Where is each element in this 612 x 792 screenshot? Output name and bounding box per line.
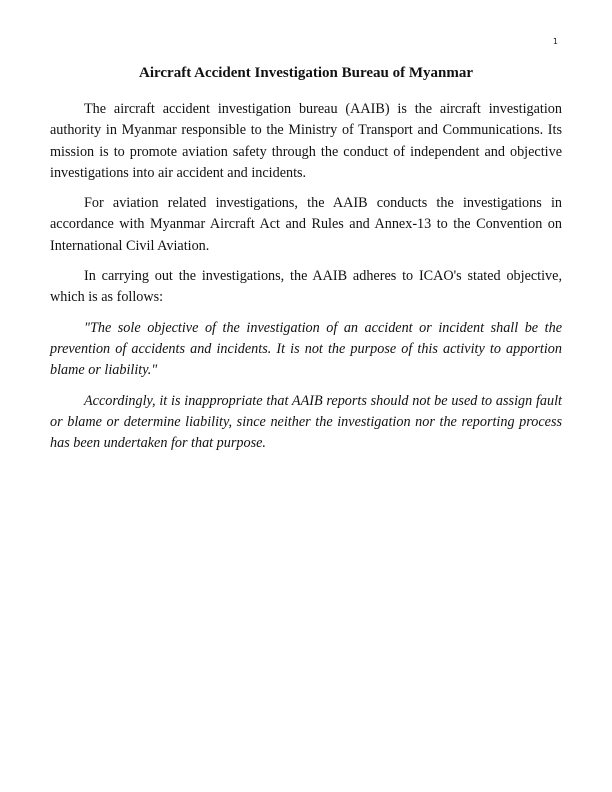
document-title: Aircraft Accident Investigation Bureau of Myanmar: [139, 65, 473, 81]
paragraph-liability-disclaimer: Accordingly, it is inappropriate that AAIB reports should not be used to assign fault or blame or determine liability, since neither the investigation nor the reporting process has been undertaken for that purpose.: [50, 392, 562, 452]
paragraph-icao-objective-intro: In carrying out the investigations, the AAIB adheres to ICAO's stated objective, which is as follows:: [50, 268, 562, 306]
page-number: 1: [552, 37, 558, 46]
paragraph-aaib-intro: The aircraft accident investigation bureau (AAIB) is the aircraft investigation authority in Myanmar responsible to the Ministry of Transport and Communications. Its mission is to promote aviation safety through the conduct of independent and objective investigations into air accident and incidents.: [50, 101, 562, 181]
document-body: [50, 99, 562, 463]
paragraph-aviation-investigations: For aviation related investigations, the AAIB conducts the investigations in accordance with Myanmar Aircraft Act and Rules and Annex-13 to the Convention on International Civil Aviation.: [50, 195, 562, 254]
paragraph-icao-quote: "The sole objective of the investigation of an accident or incident shall be the prevention of accidents and incidents. It is not the purpose of this activity to apportion blame or liability.": [50, 319, 562, 379]
